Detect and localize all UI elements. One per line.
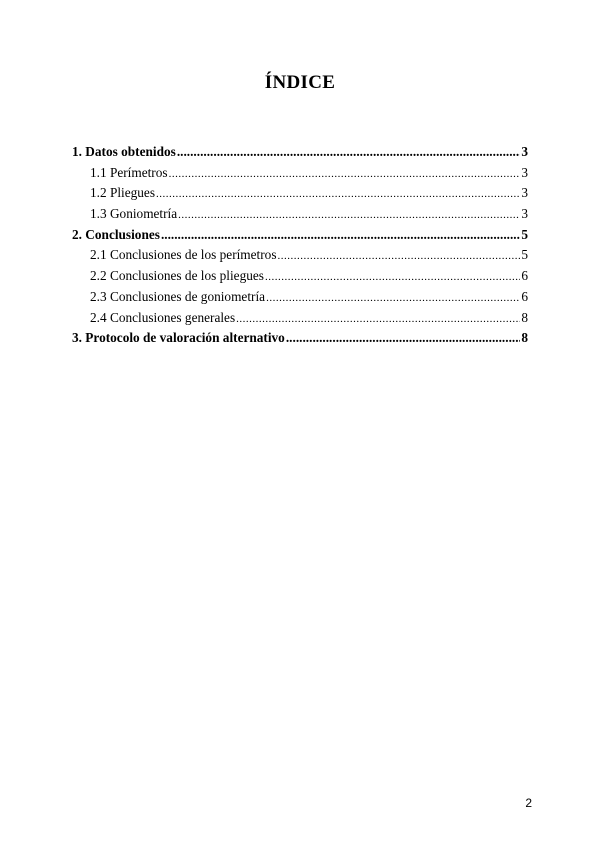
toc-entry-page: 3 <box>521 164 528 180</box>
toc-entry-label: 1.2 Pliegues <box>90 185 156 201</box>
toc-entry-label: 2.1 Conclusiones de los perímetros <box>90 247 277 263</box>
toc-entry-label: 2.2 Conclusiones de los pliegues <box>90 268 264 284</box>
toc-leader-dots <box>178 205 520 226</box>
toc-leader-dots <box>161 225 520 246</box>
toc-leader-dots <box>286 328 521 349</box>
toc-entry-label: 1. Datos obtenidos <box>72 144 176 159</box>
toc-entry-goniometria[interactable] <box>72 204 528 225</box>
toc-entry-label: 2.3 Conclusiones de goniometría <box>90 288 266 304</box>
toc-leader-dots <box>177 142 521 163</box>
toc-entry-page: 3 <box>521 144 528 159</box>
toc-entry-page: 5 <box>521 226 528 242</box>
toc-entry-label: 2. Conclusiones <box>72 226 160 242</box>
toc-entry-conclusiones-pliegues[interactable] <box>72 266 528 287</box>
toc-leader-dots <box>236 309 520 330</box>
toc-leader-dots <box>169 164 521 185</box>
toc-leader-dots <box>266 288 520 309</box>
toc-entry-label: 1.1 Perímetros <box>90 164 168 180</box>
toc-entry-label: 1.3 Goniometría <box>90 206 178 222</box>
toc-entry-label: 2.4 Conclusiones generales <box>90 309 236 325</box>
toc-entry-conclusiones[interactable] <box>72 225 528 246</box>
toc-entry-conclusiones-perimetros[interactable] <box>72 245 528 266</box>
toc-leader-dots <box>265 267 520 288</box>
toc-entry-perimetros[interactable] <box>72 163 528 184</box>
page-title: ÍNDICE <box>264 72 336 93</box>
toc-entry-page: 8 <box>521 330 528 346</box>
page-number: 2 <box>525 796 532 810</box>
toc-leader-dots <box>156 184 520 205</box>
toc-leader-dots <box>278 246 521 267</box>
toc-entry-protocolo-valoracion[interactable] <box>72 328 528 349</box>
toc-entry-pliegues[interactable] <box>72 183 528 204</box>
toc-entry-conclusiones-goniometria[interactable] <box>72 287 528 308</box>
toc-entry-datos-obtenidos[interactable] <box>72 142 528 163</box>
toc-entry-page: 6 <box>521 268 528 284</box>
toc-entry-conclusiones-generales[interactable] <box>72 308 528 329</box>
toc-entry-page: 6 <box>521 288 528 304</box>
table-of-contents <box>72 142 528 349</box>
toc-entry-page: 3 <box>521 206 528 222</box>
toc-entry-label: 3. Protocolo de valoración alternativo <box>72 330 285 346</box>
toc-entry-page: 3 <box>521 185 528 201</box>
toc-entry-page: 5 <box>521 247 528 263</box>
toc-entry-page: 8 <box>521 309 528 325</box>
